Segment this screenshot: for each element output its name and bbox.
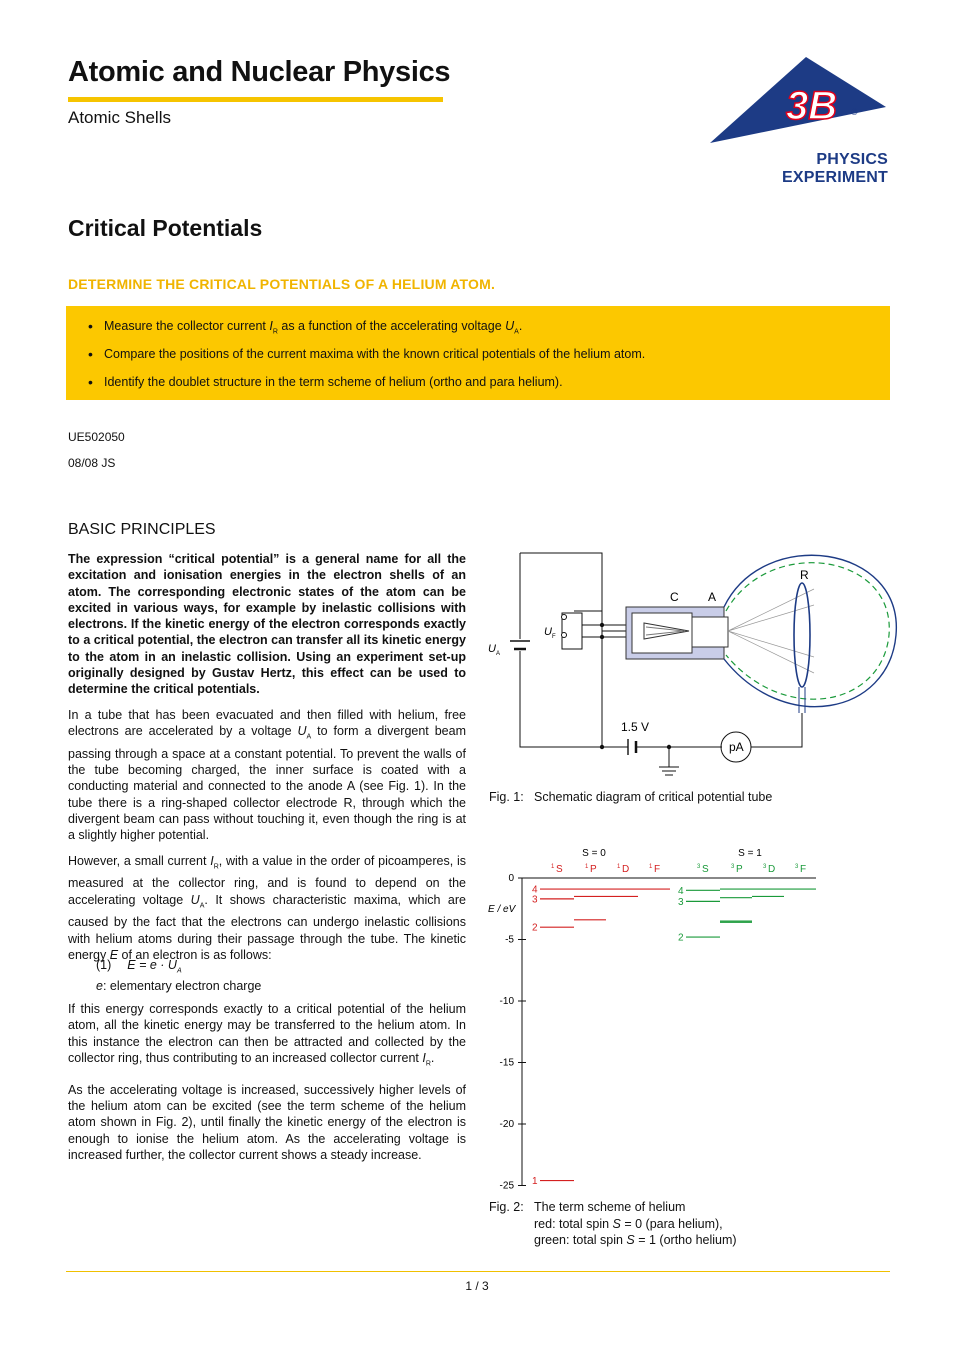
- section-heading: BASIC PRINCIPLES: [68, 521, 216, 538]
- y-tick-label: 0: [508, 873, 514, 884]
- task-item: • Identify the doublet structure in the term scheme of helium (ortho and para helium).: [104, 370, 890, 398]
- experiment-code: UE502050: [68, 430, 125, 444]
- group-label-para: S = 0: [582, 848, 606, 859]
- term-column-label: F: [800, 864, 807, 875]
- y-tick-label: -5: [505, 934, 514, 946]
- critical-potential-tube-schematic: [484, 545, 904, 785]
- logo-mark: 3B: [786, 84, 838, 128]
- paragraph: However, a small current $I_R$, with a value in the order of picoamperes, is measured at the collector ring, and is found to depend on the accelerating voltage $U_A$. It shows characteristic maxima, which are caused by the fact that the electrons can undergo inelastic collisions with helium atoms during their passage through the tube. The kinetic energy E of an electron is as follows:: [68, 853, 466, 963]
- term-column-multiplicity: 3: [795, 864, 799, 870]
- task-item: • Measure the collector current $I_R$ as a function of the accelerating voltage $U_A$.: [104, 314, 890, 342]
- level-number: 3: [532, 894, 538, 906]
- term-column-label: D: [622, 864, 630, 875]
- y-tick-label: -15: [499, 1057, 514, 1069]
- figure-1-caption: Fig. 1: Schematic diagram of critical potential tube: [489, 790, 773, 804]
- equation-note: e: elementary electron charge: [96, 979, 262, 993]
- term-column-multiplicity: 3: [763, 864, 767, 870]
- text-column-continued: [68, 1001, 466, 1172]
- label-cathode: C: [670, 590, 679, 604]
- paragraph: As the accelerating voltage is increased, successively higher levels of the helium atom can be excited (see the term scheme of the helium atom shown in Fig. 2), until finally the kinetic energy of the electron is enough to ionise the helium atom. As the accelerating voltage is increased further, the collector current shows a steady increase.: [68, 1082, 466, 1162]
- label-voltage-uf: U: [544, 626, 552, 638]
- term-column-multiplicity: 3: [697, 864, 701, 870]
- intro-paragraph: The expression “critical potential” is a general name for all the excitation and ionisation energies in the electron shells of an atom. The corresponding electronic states of the atom can be excited in various ways, for example by inelastic collisions with electrons. If the kinetic energy of the electron corresponds exactly to a critical potential, the electron can transfer all its kinetic energy to the atom in an inelastic collision. Using an experiment set-up originally designed by Gustav Hertz, this effect can be used to determine the critical potentials.: [68, 552, 466, 697]
- label-anode: A: [708, 590, 717, 604]
- term-column-label: P: [590, 864, 597, 875]
- doc-subcategory: Atomic Shells: [68, 108, 171, 127]
- term-column-multiplicity: 1: [617, 864, 621, 870]
- label-voltage-ua: U: [488, 643, 496, 655]
- level-number: 1: [532, 1176, 538, 1188]
- level-number: 3: [678, 896, 684, 908]
- paragraph: In a tube that has been evacuated and then filled with helium, free electrons are accelerated by a voltage $U_A$ to form a divergent beam passing through a space at a constant potential. To prevent the walls of the tube becoming charged, the inner surface is coated with a conducting material and connected to the anode A (see Fig. 1). In the tube there is a ring-shaped collector electrode R, through which the divergent beam can pass without touching it, even though the ring is at a slightly higher potential.: [68, 707, 466, 843]
- logo-registered: ®: [851, 107, 858, 117]
- revision-date: 08/08 JS: [68, 456, 116, 470]
- equation: (1) $E = e \cdot U_A$: [96, 958, 182, 975]
- term-column-label: D: [768, 864, 776, 875]
- brand-logo-text: PHYSICS EXPERIMENT: [781, 151, 888, 186]
- level-number: 4: [678, 885, 684, 897]
- term-column-label: S: [702, 864, 709, 875]
- task-item: • Compare the positions of the current maxima with the known critical potentials of the helium atom.: [104, 342, 890, 370]
- term-column-label: P: [736, 864, 743, 875]
- label-ring: R: [800, 568, 809, 582]
- y-axis-label: E / eV: [488, 904, 516, 915]
- label-picoammeter: pA: [729, 740, 744, 754]
- task-box: [66, 306, 890, 400]
- task-list: [66, 306, 890, 398]
- helium-term-scheme-chart: [484, 840, 824, 1200]
- term-column-multiplicity: 1: [585, 864, 589, 870]
- y-tick-label: -25: [499, 1180, 514, 1192]
- group-label-ortho: S = 1: [738, 848, 762, 859]
- label-battery: 1.5 V: [621, 720, 650, 734]
- title-underline: [68, 97, 443, 102]
- doc-category-title: Atomic and Nuclear Physics: [68, 56, 451, 88]
- y-tick-label: -20: [499, 1119, 514, 1130]
- page-title: Critical Potentials: [68, 215, 263, 241]
- level-number: 2: [532, 922, 538, 934]
- footer-divider: [66, 1271, 890, 1272]
- text-column: [68, 551, 466, 972]
- level-number: 2: [678, 932, 684, 944]
- term-column-multiplicity: 1: [649, 864, 653, 870]
- page-number: 1 / 3: [465, 1279, 489, 1293]
- term-column-multiplicity: 3: [731, 864, 735, 870]
- term-column-multiplicity: 1: [551, 864, 555, 870]
- figure-2-caption: Fig. 2: The term scheme of helium red: total spin S = 0 (para helium), green: total spin S = 1 (ortho helium): [489, 1200, 737, 1247]
- experiment-aim: DETERMINE THE CRITICAL POTENTIALS OF A HELIUM ATOM.: [68, 276, 496, 292]
- level-number: 4: [532, 884, 538, 896]
- y-tick-label: -10: [499, 996, 514, 1007]
- paragraph: If this energy corresponds exactly to a critical potential of the helium atom, all the kinetic energy may be transferred to the helium atom. In this instance the electron can then be attracted and collected by the collector ring, thus contributing to an increased collector current $I_R$.: [68, 1002, 466, 1068]
- equation-number: (1): [96, 958, 112, 972]
- label-voltage-ua-sub: A: [496, 651, 501, 657]
- term-column-label: S: [556, 864, 563, 875]
- term-column-label: F: [654, 864, 661, 875]
- label-voltage-uf-sub: F: [552, 634, 556, 640]
